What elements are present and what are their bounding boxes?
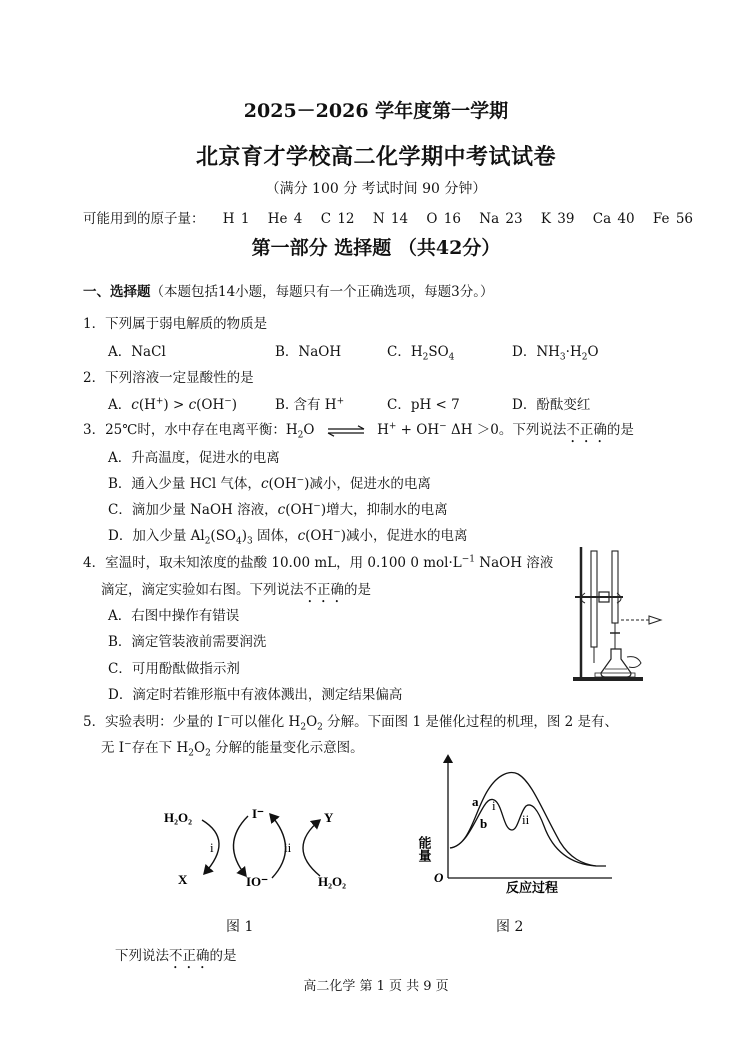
- fig1-iodide: I⁻: [252, 806, 264, 821]
- exam-year: 2025－2026 学年度第一学期: [243, 100, 509, 122]
- q2-option-c: C．pH < 7: [387, 397, 460, 413]
- q1-option-d: D．$NH_3\cdot H_2O$: [512, 344, 599, 363]
- fig1-h2o2-top: H₂O₂: [164, 810, 193, 825]
- fig2-label-peak-ii: ii: [522, 812, 530, 827]
- atomic-mass: Ca 40: [592, 211, 635, 227]
- fig2-label-peak-i: i: [492, 798, 496, 813]
- energy-profile-figure: [416, 750, 620, 900]
- q1-option-b: B．NaOH: [275, 344, 342, 360]
- atomic-mass: Na 23: [479, 211, 523, 227]
- exam-title: 北京育才学校高二化学期中考试试卷: [195, 144, 556, 170]
- q4-option-a: A．右图中操作有错误: [108, 608, 240, 624]
- fig1-step-ii: ii: [284, 840, 292, 855]
- fig2-label-a: a: [472, 794, 479, 809]
- q2-option-d: D．酚酞变红: [512, 397, 591, 413]
- atomic-mass: H 1: [222, 211, 250, 227]
- titration-apparatus-figure: [565, 545, 670, 685]
- atomic-mass: He 4: [267, 211, 303, 227]
- figure2-caption: 图 2: [496, 919, 524, 935]
- fig1-arrow-h2o2-to-y: [303, 820, 320, 876]
- q5-stem-line1: 5．实验表明：少量的 I−可以催化 $H_2O_2$ 分解。下面图 1 是催化过程的机理，图 2 是有、: [83, 713, 619, 733]
- atomic-mass: Fe 56: [652, 211, 693, 227]
- atomic-mass: N 14: [372, 211, 409, 227]
- q5-followup: 下列说法不正确的是: [115, 948, 237, 964]
- q4-option-d: D．滴定时若锥形瓶中有液体溅出，测定结果偏高: [108, 687, 403, 703]
- fig1-arrow-iodide-to-io: [233, 816, 248, 876]
- q3-option-b: B．通入少量 HCl 气体，c(OH−)减小，促进水的电离: [108, 475, 431, 492]
- atomic-mass-label: 可能用到的原子量：: [83, 211, 205, 227]
- q2-option-a: A．c(H+) > c(OH−): [108, 396, 238, 413]
- instruction-body: （本题包括14小题，每题只有一个正确选项，每题3分。）: [150, 284, 494, 300]
- q3-stem: 3．25℃时，水中存在电离平衡：$H_2O$ H+ + OH− ΔH ＞0。下列说法不正确的是: [83, 421, 634, 441]
- fig2-curve-b: [450, 799, 606, 866]
- section-instruction: [83, 280, 494, 300]
- q4-option-b: B．滴定管装液前需要润洗: [108, 634, 267, 650]
- q5-stem-line2: 无 I−存在下 $H_2O_2$ 分解的能量变化示意图。: [101, 739, 364, 759]
- atomic-mass: K 39: [540, 211, 575, 227]
- section-title: 第一部分 选择题 （共42分）: [251, 237, 501, 259]
- atomic-mass: C 12: [320, 211, 355, 227]
- q3-option-c: C．滴加少量 NaOH 溶液，c(OH−)增大，抑制水的电离: [108, 501, 448, 518]
- q3-option-d: D．加入少量 $Al_2(SO_4)_3$ 固体，c(OH−)减小，促进水的电离: [108, 527, 468, 547]
- fig1-x: X: [178, 872, 188, 887]
- fig2-label-b: b: [480, 816, 488, 831]
- page-footer: 高二化学 第 1 页 共 9 页: [303, 979, 449, 994]
- q4-option-c: C．可用酚酞做指示剂: [108, 661, 240, 677]
- fig2-xlabel: 反应过程: [506, 880, 559, 895]
- q3-option-a: A．升高温度，促进水的电离: [108, 450, 280, 466]
- equilibrium-arrow-icon: [325, 425, 367, 437]
- atomic-mass: O 16: [426, 211, 461, 227]
- q2-stem: 2．下列溶液一定显酸性的是: [83, 370, 254, 386]
- instruction-head: 一、选择题: [83, 284, 151, 300]
- exam-subtitle: （满分 100 分 考试时间 90 分钟）: [265, 181, 487, 197]
- fig1-h2o2-bottom: H₂O₂: [318, 874, 347, 889]
- fig1-io: IO⁻: [246, 874, 269, 889]
- q1-option-c: C．$H_2SO_4$: [387, 344, 455, 363]
- fig2-ylabel: 能量: [416, 836, 432, 862]
- fig1-step-i: i: [210, 840, 214, 855]
- fig1-y: Y: [324, 810, 334, 825]
- q2-option-b: B. 含有 H+: [275, 396, 345, 413]
- q1-option-a: A．NaCl: [108, 344, 166, 360]
- q4-stem-line2: 滴定，滴定实验如右图。下列说法不正确的是: [101, 582, 371, 598]
- atomic-mass-line: [83, 207, 693, 227]
- q4-stem: 4．室温时，取未知浓度的盐酸 10.00 mL，用 0.100 0 $mol\cdot L^{-1}$ NaOH 溶液: [83, 554, 554, 571]
- fig2-origin: O: [434, 870, 444, 885]
- catalysis-mechanism-figure: [160, 800, 360, 895]
- figure1-caption: 图 1: [226, 919, 254, 935]
- q1-stem: 1．下列属于弱电解质的物质是: [83, 316, 268, 332]
